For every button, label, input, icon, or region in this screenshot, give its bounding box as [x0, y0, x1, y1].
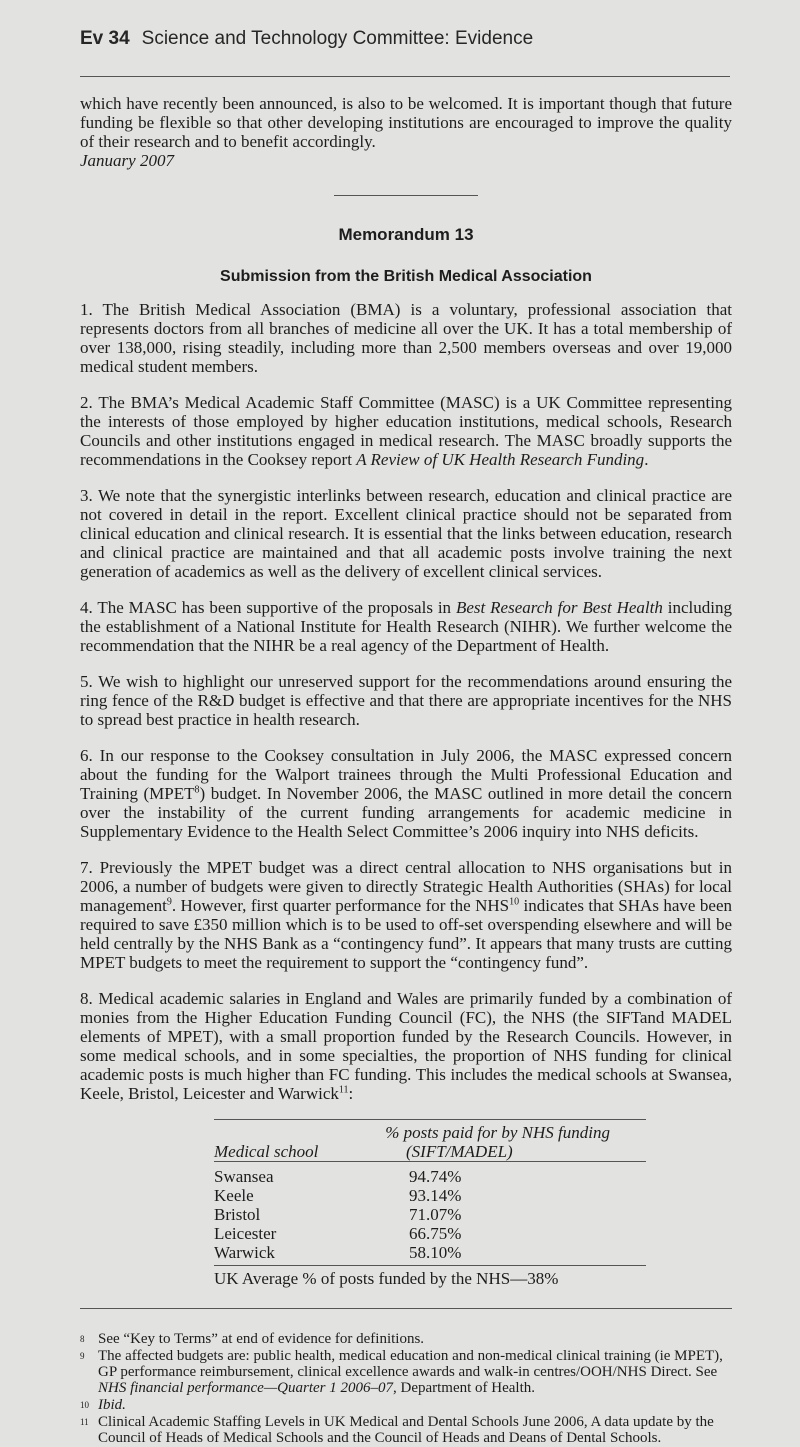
best-research-title: Best Research for Best Health: [455, 598, 663, 617]
footnotes: [80, 1331, 732, 1446]
table-footer-uk-average: UK Average % of posts funded by the NHS—38%: [214, 1269, 559, 1288]
school-name: Leicester: [214, 1224, 277, 1243]
paragraph-2: 2. The BMA’s Medical Academic Staff Committee (MASC) is a UK Committee representing the interests of those employed by higher education institutions, medical schools, Research Councils and other institutions engaged in medical research. The MASC broadly supports the recommendations in the Cooksey report A Review of UK Health Research Funding.: [80, 393, 732, 469]
footnote-ref-11: 11: [338, 1084, 349, 1096]
cooksey-report-title: A Review of UK Health Research Funding: [356, 450, 645, 469]
footnote-ref-9: 9: [166, 896, 172, 908]
table-row: [214, 1205, 646, 1224]
school-name: Bristol: [214, 1205, 261, 1224]
footnote-number: 9: [80, 1351, 85, 1361]
footnote-text: The affected budgets are: public health, medical education and non-medical clinical training (ie MPET), GP performance reimbursement, clinical excellence awards and walk-in centres/OOH/NHS Direct. See NHS financial performance—Quarter 1 2006–07, Department of Health.: [98, 1348, 723, 1396]
table-header-row: [214, 1142, 646, 1161]
table-row: [214, 1224, 646, 1243]
school-name: Keele: [214, 1186, 254, 1205]
column-header-medical-school: Medical school: [214, 1142, 319, 1161]
nhs-funding-table: [214, 1119, 646, 1288]
running-head-title: Science and Technology Committee: Evidence: [141, 28, 534, 49]
school-percentage: 71.07%: [409, 1205, 462, 1224]
paragraph-8: 8. Medical academic salaries in England and Wales are primarily funded by a combination of monies from the Higher Education Funding Council (FC), the NHS (the SIFTand MADEL elements of MPET), with a small proportion funded by the Research Councils. However, in some medical schools, and in some specialties, the proportion of NHS funding for clinical academic posts is much higher than FC funding. This includes the medical schools at Swansea, Keele, Bristol, Leicester and Warwick$^{11}$:: [80, 989, 732, 1103]
footnote-text: Ibid.: [98, 1397, 126, 1413]
memorandum-title: Memorandum 13: [338, 225, 474, 244]
paragraph-6: 6. In our response to the Cooksey consultation in July 2006, the MASC expressed concern about the funding for the Walport trainees through the Multi Professional Education and Training (MPET$^8$) budget. In November 2006, the MASC outlined in more detail the concern over the instability of the current funding arrangements for academic medicine in Supplementary Evidence to the Health Select Committee’s 2006 inquiry into NHS deficits.: [80, 746, 732, 841]
footnote-text: Clinical Academic Staffing Levels in UK Medical and Dental Schools June 2006, A data update by the Council of Heads of Medical Schools and the Council of Heads and Deans of Dental Schools.: [98, 1414, 714, 1446]
school-name: Warwick: [214, 1243, 275, 1262]
column-header-sift-madel: (SIFT/MADEL): [406, 1142, 513, 1161]
school-percentage: 58.10%: [409, 1243, 462, 1262]
header-rule: [80, 76, 730, 77]
intro-paragraph: which have recently been announced, is also to be welcomed. It is important though that future funding be flexible so that other developing institutions are encouraged to improve the quality of their research and to benefit accordingly.: [80, 94, 732, 151]
table-row: [214, 1167, 646, 1186]
paragraph-5: 5. We wish to highlight our unreserved support for the recommendations around ensuring the ring fence of the R&D budget is effective and that there are appropriate incentives for the NHS to spread best practice in health research.: [80, 672, 732, 729]
paragraph-4: 4. The MASC has been supportive of the proposals in Best Research for Best Health including the establishment of a National Institute for Health Research (NIHR). We further welcome the recommendation that the NIHR be a real agency of the Department of Health.: [80, 598, 732, 655]
table-row: [214, 1243, 646, 1262]
footnote-8: [80, 1331, 732, 1347]
paragraph-1: 1. The British Medical Association (BMA) is a voluntary, professional association that represents doctors from all branches of medicine all over the UK. It has a total membership of over 138,000, rising steadily, including more than 2,500 members overseas and over 19,000 medical student members.: [80, 300, 732, 376]
footnote-ref-10: 10: [509, 896, 520, 908]
paragraph-7: 7. Previously the MPET budget was a direct central allocation to NHS organisations but in 2006, a number of budgets were given to directly Strategic Health Authorities (SHAs) for local management$^9$. However, first quarter performance for the NHS$^{10}$ indicates that SHAs have been required to save £350 million which is to be used to off-set overspending elsewhere and will be held centrally by the NHS Bank as a “contingency fund”. It appears that many trusts are cutting MPET budgets to meet the requirement to support the “contingency fund”.: [80, 858, 732, 972]
school-name: Swansea: [214, 1167, 274, 1186]
paragraph-3: 3. We note that the synergistic interlinks between research, education and clinical practice are not covered in detail in the report. Excellent clinical practice should not be separated from clinical education and clinical research. It is essential that the links between education, research and clinical practice are maintained and that all academic posts involve training the next generation of academics as well as the delivery of excellent clinical services.: [80, 486, 732, 581]
footnote-11: [80, 1414, 732, 1446]
section-divider: [334, 195, 478, 196]
page-reference: Ev 34: [80, 28, 130, 49]
footnote-text: See “Key to Terms” at end of evidence for definitions.: [98, 1331, 425, 1347]
page-content: [80, 94, 732, 1447]
footnote-number: 11: [80, 1417, 89, 1427]
running-head: [80, 28, 533, 50]
school-percentage: 93.14%: [409, 1186, 462, 1205]
table-body: [214, 1167, 646, 1262]
school-percentage: 66.75%: [409, 1224, 462, 1243]
footnote-9: [80, 1348, 732, 1396]
table-row: [214, 1186, 646, 1205]
school-percentage: 94.74%: [409, 1167, 462, 1186]
footnote-10: [80, 1397, 732, 1413]
table-header-line1: % posts paid for by NHS funding: [385, 1123, 610, 1142]
intro-date: January 2007: [80, 151, 174, 170]
memorandum-subtitle: Submission from the British Medical Association: [220, 268, 592, 285]
footnote-number: 10: [80, 1400, 89, 1410]
footnote-number: 8: [80, 1334, 85, 1344]
nhs-financial-performance-title: NHS financial performance—Quarter 1 2006–07: [98, 1380, 393, 1396]
footnote-ref-8: 8: [194, 784, 200, 796]
table-header-rule: [214, 1161, 646, 1162]
table-body-rule: [214, 1265, 646, 1266]
footnote-rule: [80, 1308, 732, 1309]
table-top-rule: [214, 1119, 646, 1120]
